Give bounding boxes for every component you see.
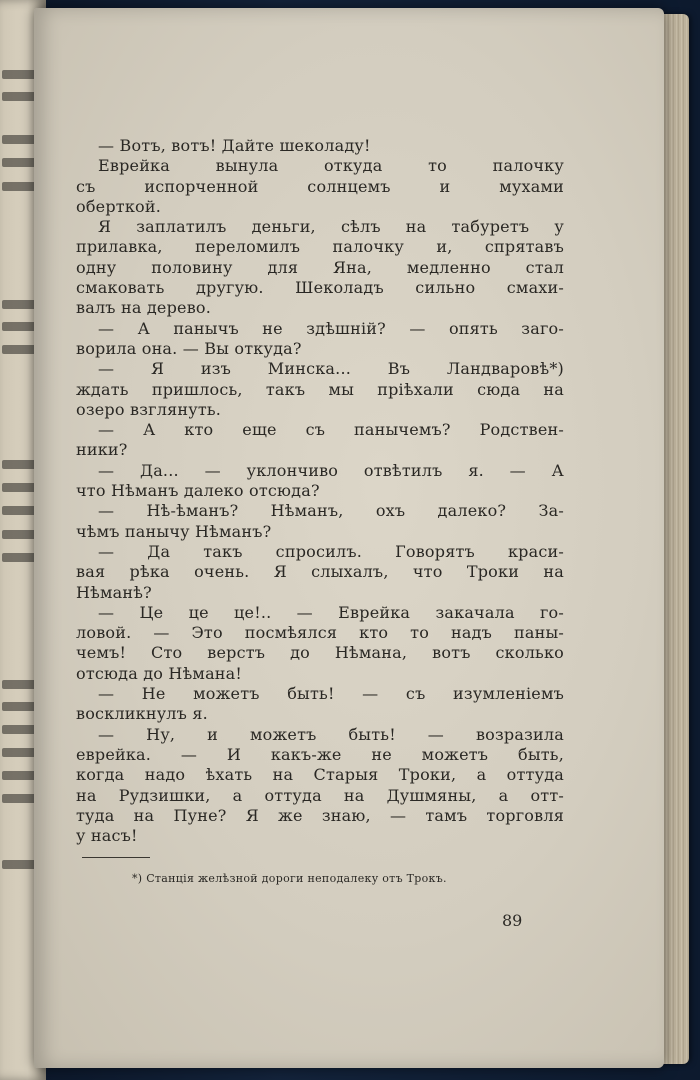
text-line: — Вотъ, вотъ! Дайте шеколаду! (98, 136, 371, 155)
text-line: чѣмъ панычу Нѣманъ? (76, 521, 272, 541)
text-line: Я заплатилъ деньги, сѣлъ на табуретъ у (98, 217, 564, 237)
body-text (76, 136, 564, 846)
text-line: у насъ! (76, 826, 138, 846)
text-line: одну половину для Яна, медленно стал (76, 257, 564, 277)
text-line: чемъ! Сто верстъ до Нѣмана, вотъ сколько (76, 643, 564, 663)
text-line: — Да такъ спросилъ. Говорятъ краси- (98, 541, 564, 561)
text-line: — Нѣ-ѣманъ? Нѣманъ, охъ далеко? За- (98, 501, 564, 521)
text-line: когда надо ѣхать на Старыя Троки, а оттуда (76, 765, 564, 785)
book-page (34, 8, 664, 1068)
text-line: — Да... — уклончиво отвѣтилъ я. — А (98, 460, 564, 480)
text-line: смаковать другую. Шеколадъ сильно смахи- (76, 278, 564, 298)
text-line: ждать пришлось, такъ мы пріѣхали сюда на (76, 379, 564, 399)
text-line: озеро взглянуть. (76, 399, 222, 419)
text-line: что Нѣманъ далеко отсюда? (76, 481, 320, 501)
text-line: — А панычъ не здѣшній? — опять заго- (98, 318, 564, 338)
text-line: съ испорченной солнцемъ и мухами (76, 176, 564, 196)
footnote-rule (82, 857, 150, 858)
text-line: — Це це це!.. — Еврейка закачала го- (98, 602, 564, 622)
text-line: отсюда до Нѣмана! (76, 663, 243, 683)
text-line: оберткой. (76, 196, 162, 216)
text-line: вая рѣка очень. Я слыхалъ, что Троки на (76, 562, 564, 582)
text-line: туда на Пуне? Я же знаю, — тамъ торговля (76, 805, 564, 825)
text-line: валъ на дерево. (76, 298, 212, 318)
text-line: еврейка. — И какъ-же не можетъ быть, (76, 744, 564, 764)
text-line: ловой. — Это посмѣялся кто то надъ паны- (76, 623, 564, 643)
text-line: на Рудзишки, а оттуда на Душмяны, а отт- (76, 785, 564, 805)
text-line: Еврейка вынула откуда то палочку (98, 156, 564, 176)
text-line: Нѣманѣ? (76, 582, 152, 602)
text-line: ворила она. — Вы откуда? (76, 338, 302, 358)
text-line: — Ну, и можетъ быть! — возразила (98, 724, 564, 744)
text-line: ники? (76, 440, 128, 460)
text-line: — А кто еще съ панычемъ? Родствен- (98, 420, 564, 440)
page-number: 89 (502, 911, 523, 930)
text-line: прилавка, переломилъ палочку и, спрятавъ (76, 237, 564, 257)
text-line: воскликнулъ я. (76, 704, 208, 724)
footnote: *) Станція желѣзной дороги неподалеку отъ Трокъ. (132, 872, 447, 885)
text-line: — Не можетъ быть! — съ изумленіемъ (98, 684, 564, 704)
text-line: — Я изъ Минска... Въ Ландваровѣ*) (98, 359, 564, 379)
